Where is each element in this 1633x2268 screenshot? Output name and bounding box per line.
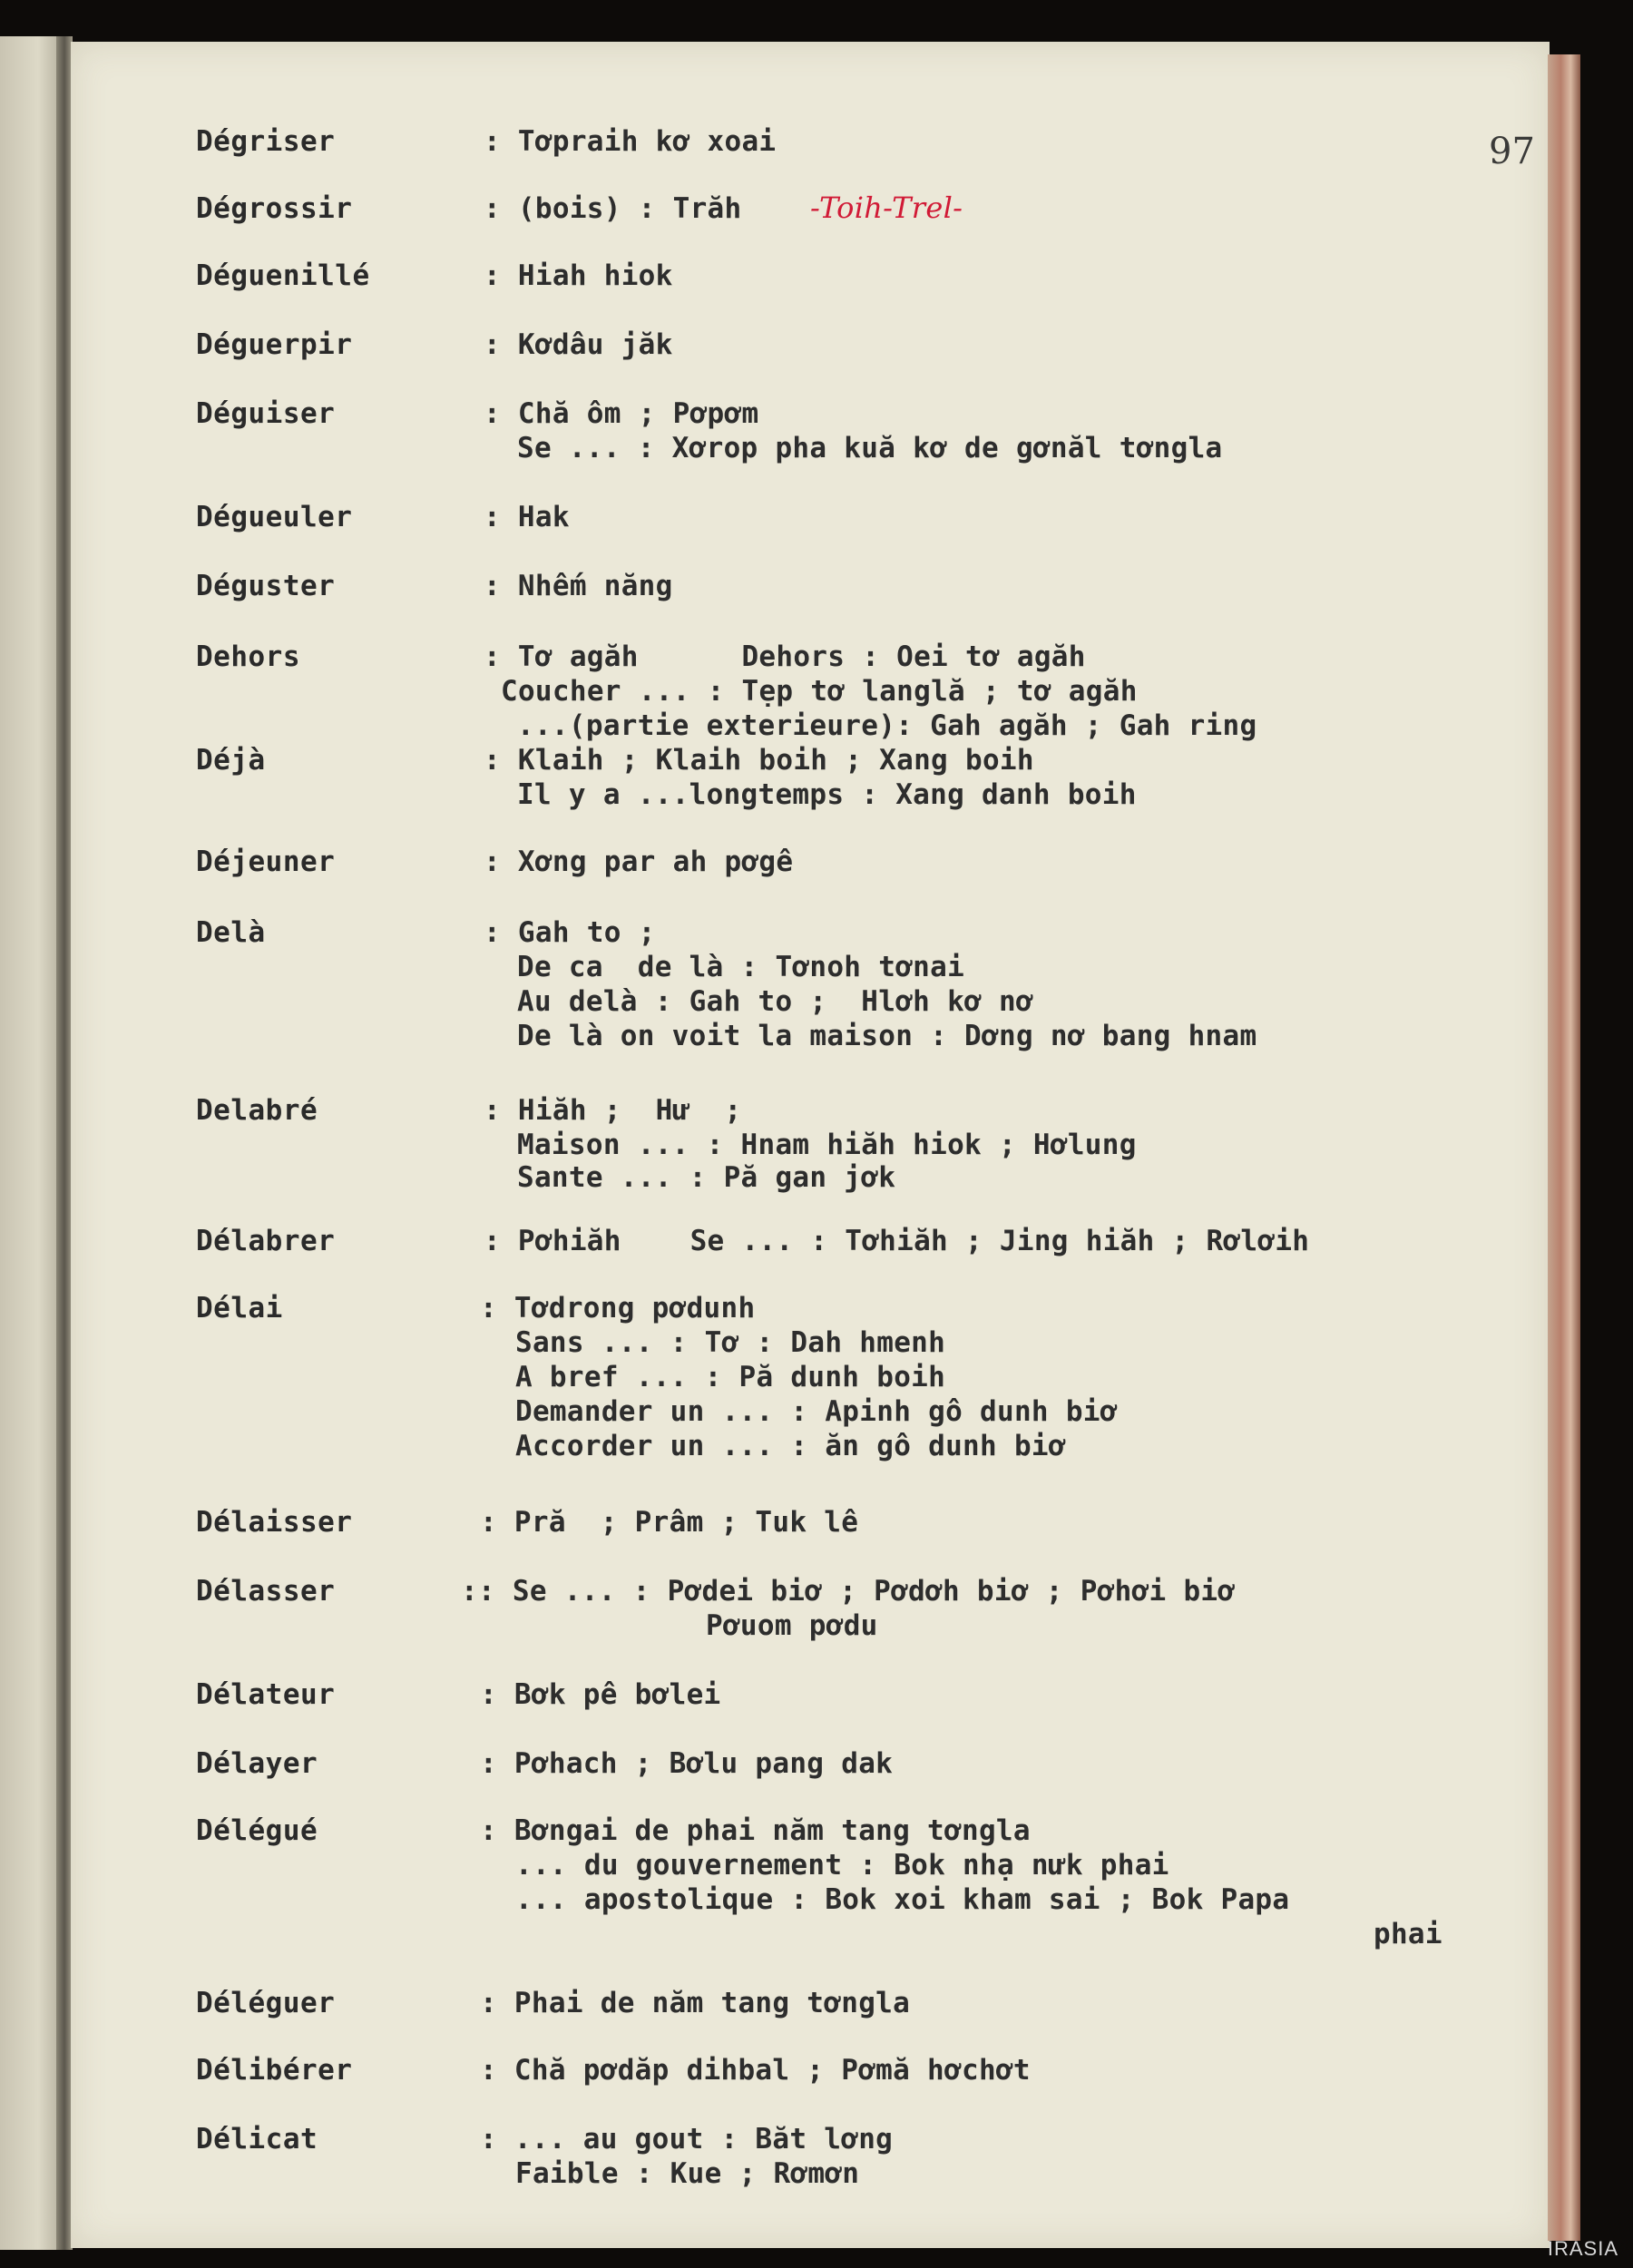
left-page-edge (0, 36, 64, 2250)
entry-definition: : Bơngai de phai năm tang tơngla (480, 1814, 1031, 1847)
entry-definition: : Chă pơdăp dihbal ; Pơmă hơchơt (480, 2054, 1031, 2087)
entry-term: Délicat (196, 2123, 318, 2156)
page-edges (1548, 54, 1580, 2241)
entry-definition: : Klaih ; Klaih boih ; Xang boih (484, 744, 1034, 777)
entry-definition: Faible : Kue ; Rơmơn (515, 2157, 860, 2190)
entry-definition: De là on voit la maison : Dơng nơ bang hnam (517, 1020, 1257, 1052)
entry-term: Délibérer (196, 2054, 353, 2087)
entry-definition: : Hiăh ; Hư ; (484, 1094, 742, 1127)
entry-term: Délaisser (196, 1506, 353, 1539)
entry-definition: : (bois) : Trăh (484, 192, 742, 225)
entry-definition: Se ... : Xơrop pha kuă kơ de gơnăl tơngla (517, 432, 1223, 464)
entry-definition: : Xơng par ah pơgê (484, 846, 794, 878)
entry-definition: : Tơdrong pơdunh (480, 1292, 756, 1325)
entry-definition: Maison ... : Hnam hiăh hiok ; Hơlung (517, 1129, 1137, 1161)
entry-definition: : Pơhiăh Se ... : Tơhiăh ; Jing hiăh ; Rơlơih (484, 1225, 1310, 1257)
entry-definition: : Kơdâu jăk (484, 328, 673, 361)
entry-term: Delà (196, 916, 266, 949)
entry-definition: A bref ... : Pă dunh boih (515, 1361, 946, 1393)
entry-definition: : Pră ; Prâm ; Tuk lê (480, 1506, 859, 1539)
entry-definition: : Nhếm năng (484, 570, 673, 602)
entry-term: Déléguer (196, 1987, 336, 2019)
entry-term: Dégueuler (196, 501, 353, 533)
page-number: 97 (1489, 131, 1535, 172)
entry-definition: ... du gouvernement : Bok nhạ nưk phai (515, 1849, 1169, 1882)
entry-definition: Pơuom pơdu (706, 1609, 878, 1642)
entry-definition: De ca de là : Tơnoh tơnai (517, 951, 965, 983)
entry-definition: Accorder un ... : ăn gô dunh biơ (515, 1430, 1066, 1462)
entry-term: Dégrossir (196, 192, 353, 225)
entry-term: Déguiser (196, 397, 336, 430)
entry-definition: Il y a ...longtemps : Xang danh boih (517, 778, 1137, 811)
entry-term: Dehors (196, 640, 300, 673)
entry-term: Déguenillé (196, 259, 370, 292)
entry-definition: Au delà : Gah to ; Hlơh kơ nơ (517, 985, 1033, 1018)
entry-definition: : Bơk pê bơlei (480, 1678, 721, 1711)
entry-definition: Sans ... : Tơ : Dah hmenh (515, 1326, 946, 1359)
entry-term: Délasser (196, 1575, 336, 1608)
entry-term: Déguerpir (196, 328, 353, 361)
entry-definition: : Tơ agăh Dehors : Oei tơ agăh (484, 640, 1086, 673)
entry-definition: : Phai de năm tang tơngla (480, 1987, 911, 2019)
entry-definition: : Tơpraih kơ xoai (484, 125, 777, 158)
watermark: IRASIA (1547, 2237, 1618, 2260)
entry-term: Déguster (196, 570, 336, 602)
entry-definition: : Chă ôm ; Pơpơm (484, 397, 759, 430)
dictionary-page (71, 42, 1550, 2248)
entry-term: Délateur (196, 1678, 336, 1711)
entry-definition: : Pơhach ; Bơlu pang dak (480, 1747, 894, 1780)
entry-definition: ... apostolique : Bok xoi kham sai ; Bok Papa (515, 1883, 1290, 1916)
entry-definition: : Hak (484, 501, 570, 533)
handwritten-annotation: -Toih-Trel- (810, 191, 963, 225)
entry-definition: Coucher ... : Tẹp tơ langlă ; tơ agăh (501, 675, 1138, 708)
entry-term: Delabré (196, 1094, 318, 1127)
entry-term: Dégriser (196, 125, 336, 158)
entry-definition: Demander un ... : Apinh gô dunh biơ (515, 1395, 1118, 1428)
entry-definition: ...(partie exterieure): Gah agăh ; Gah ring (517, 709, 1257, 742)
entry-term: Déjà (196, 744, 266, 777)
entry-definition: : Hiah hiok (484, 259, 673, 292)
entry-term: Délai (196, 1292, 283, 1325)
entry-term: Délayer (196, 1747, 318, 1780)
entry-term: Délégué (196, 1814, 318, 1847)
entry-definition: phai (1374, 1918, 1442, 1950)
entry-definition: : Gah to ; (484, 916, 656, 949)
entry-term: Déjeuner (196, 846, 336, 878)
entry-term: Délabrer (196, 1225, 336, 1257)
entry-definition: Sante ... : Pă gan jơk (517, 1161, 896, 1194)
entry-definition: :: Se ... : Pơdei biơ ; Pơdơh biơ ; Pơhơi biơ (461, 1575, 1236, 1608)
entry-definition: : ... au gout : Băt lơng (480, 2123, 894, 2156)
